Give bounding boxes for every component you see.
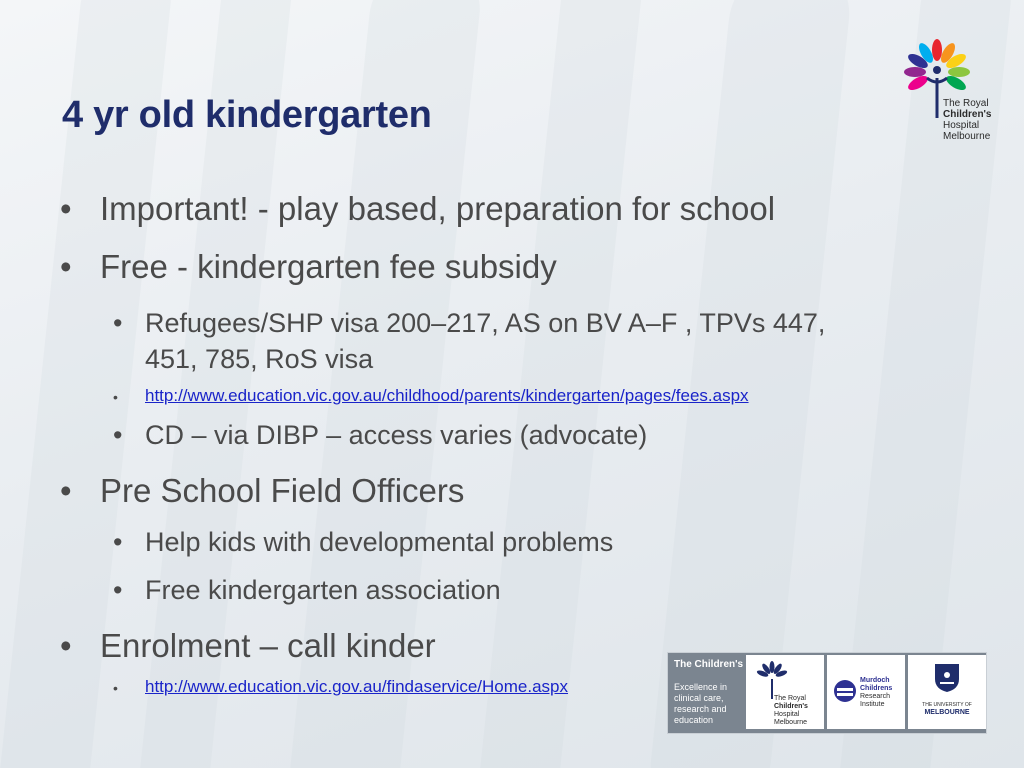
logo-line-1: The Royal (943, 98, 989, 109)
bullet-3-sub-2-text: Free kindergarten association (145, 575, 501, 605)
rch-partner-line-4: Melbourne (774, 719, 808, 726)
bullet-dot: • (113, 680, 118, 696)
bullet-dot: • (60, 190, 72, 227)
bullet-4-link-item (113, 677, 569, 697)
bullet-2-sub-1-line-2: 451, 785, RoS visa (145, 344, 374, 374)
bullet-2-text: Free - kindergarten fee subsidy (100, 248, 557, 285)
bullet-2-sub-2 (113, 420, 648, 451)
mcri-line-4: Institute (860, 701, 885, 708)
bullet-dot: • (113, 389, 118, 405)
fees-link[interactable]: http://www.education.vic.gov.au/childhood/parents/kindergarten/pages/fees.aspx (145, 386, 749, 405)
childrens-campus-text (674, 659, 744, 726)
bullet-dot: • (60, 472, 72, 509)
bullet-2-sub-1-line-1: Refugees/SHP visa 200–217, AS on BV A–F , TPVs 447, (145, 308, 826, 338)
bullet-dot: • (113, 527, 123, 557)
bullet-dot: • (113, 420, 123, 450)
bullet-3 (60, 472, 465, 510)
mcri-line-3: Research (860, 693, 890, 700)
mcri-partner-label (860, 677, 892, 709)
mcri-line-1: Murdoch (860, 677, 890, 684)
bullet-3-sub-2 (113, 575, 501, 606)
logo-line-4: Melbourne (943, 131, 991, 142)
campus-tagline-2: clinical care, (674, 693, 724, 703)
uom-partner-logo (908, 655, 986, 729)
findaservice-link[interactable]: http://www.education.vic.gov.au/findaservice/Home.aspx (145, 677, 569, 696)
partner-logo-strip (667, 652, 987, 734)
bullet-1 (60, 190, 776, 228)
rch-partner-logo (746, 655, 824, 729)
campus-heading: The Children's (674, 659, 744, 670)
rch-partner-line-2: Children's (774, 703, 808, 710)
uom-partner-label (912, 701, 982, 717)
logo-line-3: Hospital (943, 120, 980, 131)
bullet-4-text: Enrolment – call kinder (100, 627, 436, 664)
rch-partner-line-1: The Royal (774, 695, 806, 702)
bullet-3-text: Pre School Field Officers (100, 472, 465, 509)
slide-title: 4 yr old kindergarten (62, 94, 432, 136)
bullet-2-sub-2-text: CD – via DIBP – access varies (advocate) (145, 420, 648, 450)
mcri-mark-icon (833, 679, 857, 703)
bullet-dot: • (113, 308, 123, 338)
bullet-2-sub-1 (113, 305, 826, 377)
bullet-3-sub-1-text: Help kids with developmental problems (145, 527, 614, 557)
mcri-partner-logo (827, 655, 905, 729)
bullet-1-text: Important! - play based, preparation for school (100, 190, 776, 227)
logo-line-2: Children's (943, 109, 992, 120)
bullet-2 (60, 248, 557, 286)
campus-tagline-4: education (674, 715, 714, 725)
campus-tagline-1: Excellence in (674, 682, 728, 692)
campus-tagline-3: research and (674, 704, 727, 714)
bullet-2-link-item (113, 386, 749, 406)
bullet-dot: • (113, 575, 123, 605)
bullet-dot: • (60, 627, 72, 664)
uom-line-1: THE UNIVERSITY OF (922, 702, 972, 708)
bullet-4 (60, 627, 436, 665)
uom-crest-icon (934, 663, 960, 693)
uom-line-2: MELBOURNE (924, 709, 970, 716)
rch-partner-line-3: Hospital (774, 711, 800, 718)
rch-partner-label (774, 695, 808, 727)
mcri-line-2: Childrens (860, 685, 893, 692)
bullet-dot: • (60, 248, 72, 285)
bullet-3-sub-1 (113, 527, 614, 558)
